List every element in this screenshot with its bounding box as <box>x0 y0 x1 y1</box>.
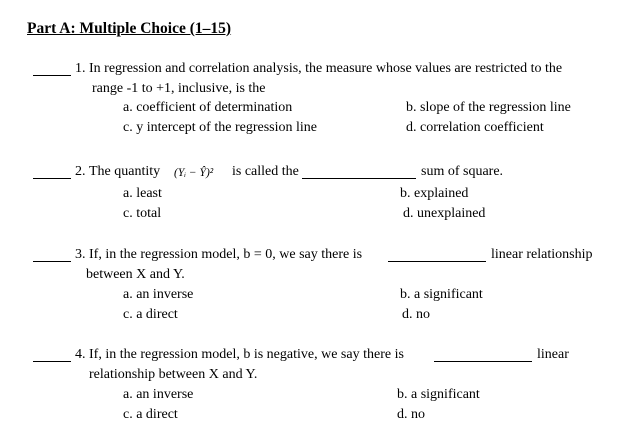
question-4-option-a[interactable]: a. an inverse <box>123 387 194 402</box>
question-3-number: 3. <box>75 247 86 262</box>
question-2-text-before: The quantity <box>89 164 161 179</box>
question-3-option-b[interactable]: b. a significant <box>400 287 483 302</box>
question-4-text-line2: relationship between X and Y. <box>89 367 258 382</box>
question-4-number: 4. <box>75 347 86 362</box>
question-1-text-line1: In regression and correlation analysis, the measure whose values are restricted to the <box>89 61 563 76</box>
question-4-option-c[interactable]: c. a direct <box>123 407 178 422</box>
question-1-number: 1. <box>75 61 86 76</box>
question-3-option-c[interactable]: c. a direct <box>123 307 178 322</box>
question-3-text-before: If, in the regression model, b = 0, we say there is <box>89 247 363 262</box>
question-2-math-formula: (Yᵢ − Ŷ)² <box>174 167 214 179</box>
answer-blank-q2[interactable] <box>33 177 71 179</box>
question-3-option-d[interactable]: d. no <box>402 307 430 322</box>
question-1-option-d[interactable]: d. correlation coefficient <box>406 120 544 135</box>
question-2-number: 2. <box>75 164 86 179</box>
question-1-option-b[interactable]: b. slope of the regression line <box>406 100 571 115</box>
page-title: Part A: Multiple Choice (1–15) <box>27 20 232 37</box>
question-4-text-after: linear <box>537 347 569 362</box>
question-2-option-a[interactable]: a. least <box>123 186 162 201</box>
question-1-option-c[interactable]: c. y intercept of the regression line <box>123 120 317 135</box>
answer-blank-q4[interactable] <box>33 360 71 362</box>
question-4-fill-blank[interactable] <box>434 360 532 362</box>
question-2-text-middle: is called the <box>232 164 299 179</box>
question-4-option-b[interactable]: b. a significant <box>397 387 480 402</box>
question-2-option-b[interactable]: b. explained <box>400 186 469 201</box>
question-3-text-line2: between X and Y. <box>86 267 185 282</box>
question-3-option-a[interactable]: a. an inverse <box>123 287 194 302</box>
answer-blank-q3[interactable] <box>33 260 71 262</box>
question-3-fill-blank[interactable] <box>388 260 486 262</box>
question-4-text-before: If, in the regression model, b is negative, we say there is <box>89 347 404 362</box>
question-1-option-a[interactable]: a. coefficient of determination <box>123 100 293 115</box>
question-2-fill-blank[interactable] <box>302 177 416 179</box>
question-4-option-d[interactable]: d. no <box>397 407 425 422</box>
question-2-option-d[interactable]: d. unexplained <box>403 206 486 221</box>
question-2-option-c[interactable]: c. total <box>123 206 162 221</box>
question-2-text-after: sum of square. <box>421 164 504 179</box>
question-1-text-line2: range -1 to +1, inclusive, is the <box>92 81 266 96</box>
question-3-text-after: linear relationship <box>491 247 593 262</box>
answer-blank-q1[interactable] <box>33 74 71 76</box>
